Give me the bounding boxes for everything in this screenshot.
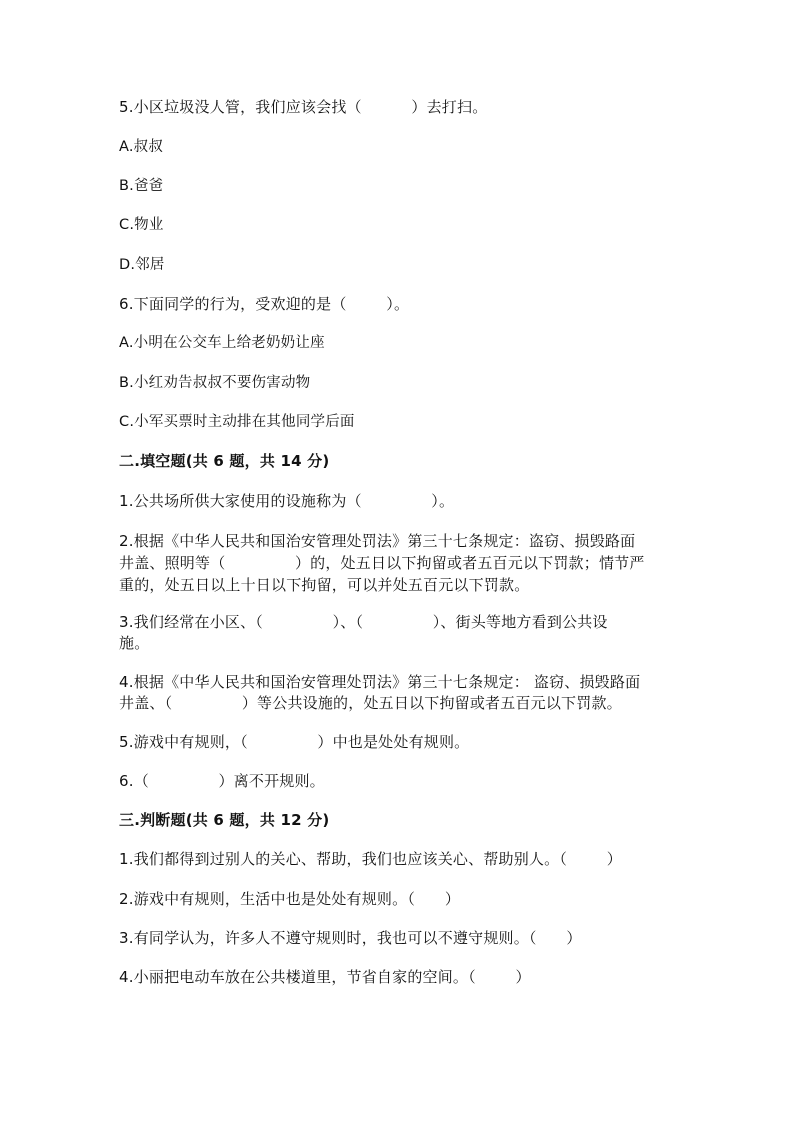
fill-question-5: 5.游戏中有规则，（ ）中也是处处有规则。 — [119, 733, 470, 751]
judge-question-1: 1.我们都得到过别人的关心、帮助，我们也应该关心、帮助别人。（ ） — [119, 850, 622, 868]
fill-question-1: 1.公共场所供大家使用的设施称为（ ）。 — [119, 492, 455, 510]
fill-question-3-line-1: 3.我们经常在小区、（ ）、（ ）、街头等地方看到公共设 — [119, 613, 608, 631]
section-3-heading: 三.判断题(共 6 题，共 12 分) — [119, 811, 330, 829]
question-6-stem: 6.下面同学的行为，受欢迎的是（ ）。 — [119, 295, 410, 313]
fill-question-4-line-2: 井盖、（ ）等公共设施的，处五日以下拘留或者五百元以下罚款。 — [119, 694, 622, 712]
fill-question-2-line-3: 重的，处五日以上十日以下拘留，可以并处五百元以下罚款。 — [119, 576, 530, 594]
question-5-option-c: C.物业 — [119, 217, 164, 233]
fill-question-3-line-2: 施。 — [119, 634, 150, 652]
fill-question-4-line-1: 4.根据《中华人民共和国治安管理处罚法》第三十七条规定： 盗窃、损毁路面 — [119, 673, 641, 691]
question-6-option-a: A.小明在公交车上给老奶奶让座 — [119, 335, 325, 351]
question-6-option-b: B.小红劝告叔叔不要伤害动物 — [119, 375, 311, 391]
question-5-option-b: B.爸爸 — [119, 178, 164, 194]
fill-question-2-line-2: 井盖、照明等（ ）的，处五日以下拘留或者五百元以下罚款；情节严 — [119, 554, 645, 572]
question-5-option-a: A.叔叔 — [119, 139, 164, 155]
judge-question-4: 4.小丽把电动车放在公共楼道里，节省自家的空间。（ ） — [119, 968, 531, 986]
section-2-heading: 二.填空题(共 6 题，共 14 分) — [119, 452, 330, 470]
judge-question-3: 3.有同学认为，许多人不遵守规则时，我也可以不遵守规则。（ ） — [119, 929, 582, 947]
question-5-stem: 5.小区垃圾没人管，我们应该会找（ ）去打扫。 — [119, 98, 488, 116]
fill-question-2-line-1: 2.根据《中华人民共和国治安管理处罚法》第三十七条规定：盗窃、损毁路面 — [119, 532, 636, 550]
judge-question-2: 2.游戏中有规则，生活中也是处处有规则。（ ） — [119, 890, 461, 908]
fill-question-6: 6.（ ）离不开规则。 — [119, 772, 325, 790]
question-5-option-d: D.邻居 — [119, 257, 165, 273]
question-6-option-c: C.小军买票时主动排在其他同学后面 — [119, 414, 355, 430]
